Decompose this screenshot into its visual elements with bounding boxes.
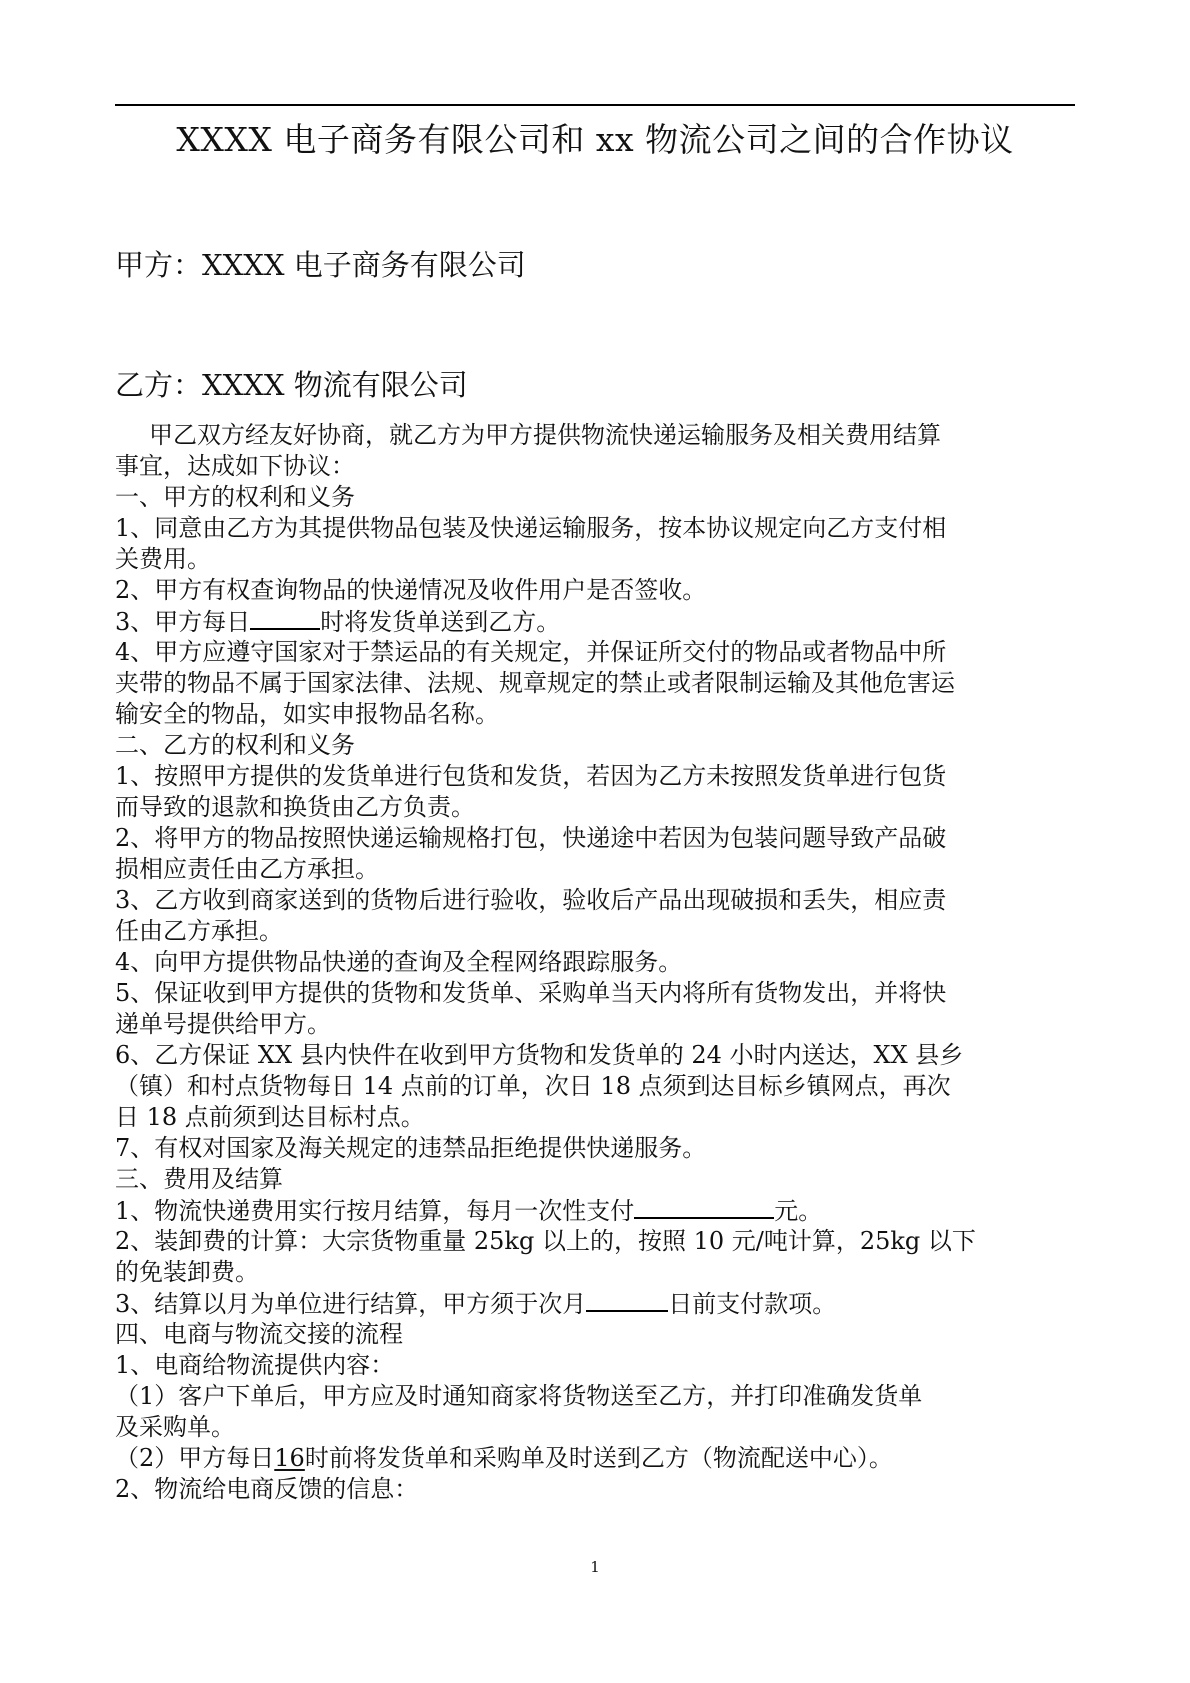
text-line: 日 18 点前须到达目标村点。 — [115, 1103, 425, 1131]
text-line: 夹带的物品不属于国家法律、法规、规章规定的禁止或者限制运输及其他危害运 — [115, 669, 955, 697]
text-line — [115, 1195, 1075, 1226]
text-segment: （2）甲方每日 — [115, 1444, 275, 1472]
text-line: 2、装卸费的计算：大宗货物重量 25kg 以上的，按照 10 元/吨计算，25kg 以下 — [115, 1227, 976, 1255]
page-number: 1 — [590, 1558, 600, 1576]
fill-in-blank — [634, 1195, 774, 1219]
text-line: 2、将甲方的物品按照快递运输规格打包，快递途中若因为包装问题导致产品破 — [115, 824, 947, 852]
text-line: 关费用。 — [115, 545, 211, 573]
text-line: 7、有权对国家及海关规定的违禁品拒绝提供快递服务。 — [115, 1134, 707, 1162]
text-line — [115, 1443, 1075, 1474]
text-line: 5、保证收到甲方提供的货物和发货单、采购单当天内将所有货物发出，并将快 — [115, 979, 947, 1007]
text-segment: 日前支付款项。 — [668, 1290, 837, 1318]
text-line — [115, 606, 1075, 637]
text-segment: 元。 — [774, 1197, 823, 1225]
section-heading: 四、电商与物流交接的流程 — [115, 1320, 403, 1348]
section-heading: 一、甲方的权利和义务 — [115, 483, 355, 511]
fill-in-blank — [250, 606, 320, 630]
text-segment: 3、结算以月为单位进行结算，甲方须于次月 — [115, 1290, 587, 1318]
text-line: 2、甲方有权查询物品的快递情况及收件用户是否签收。 — [115, 576, 707, 604]
fill-in-blank — [586, 1288, 668, 1312]
text-line: 6、乙方保证 XX 县内快件在收到甲方货物和发货单的 24 小时内送达，XX 县乡 — [115, 1041, 964, 1069]
text-line: 的免装卸费。 — [115, 1258, 259, 1286]
header-rule — [115, 104, 1075, 106]
text-segment: 时将发货单送到乙方。 — [320, 608, 561, 636]
text-segment: 时前将发货单和采购单及时送到乙方（物流配送中心）。 — [304, 1444, 893, 1472]
agreement-body — [115, 420, 1075, 1505]
section-heading: 二、乙方的权利和义务 — [115, 731, 355, 759]
text-line: 3、乙方收到商家送到的货物后进行验收，验收后产品出现破损和丢失，相应责 — [115, 886, 947, 914]
section-heading: 三、费用及结算 — [115, 1165, 283, 1193]
text-line: （1）客户下单后，甲方应及时通知商家将货物送至乙方，并打印准确发货单 — [115, 1382, 923, 1410]
text-line: 任由乙方承担。 — [115, 917, 283, 945]
text-line: 1、按照甲方提供的发货单进行包货和发货，若因为乙方未按照发货单进行包货 — [115, 762, 947, 790]
text-segment: 3、甲方每日 — [115, 608, 251, 636]
text-line: 递单号提供给甲方。 — [115, 1010, 331, 1038]
text-line: 2、物流给电商反馈的信息： — [115, 1475, 419, 1503]
text-segment: 1、物流快递费用实行按月结算，每月一次性支付 — [115, 1197, 635, 1225]
text-line: 4、向甲方提供物品快递的查询及全程网络跟踪服务。 — [115, 948, 683, 976]
text-line: 1、电商给物流提供内容： — [115, 1351, 395, 1379]
text-line: 甲乙双方经友好协商，就乙方为甲方提供物流快递运输服务及相关费用结算 — [149, 421, 941, 449]
party-a: 甲方：XXXX 电子商务有限公司 — [115, 248, 526, 282]
text-line: 1、同意由乙方为其提供物品包装及快递运输服务，按本协议规定向乙方支付相 — [115, 514, 947, 542]
text-line — [115, 1288, 1075, 1319]
document-title: XXXX 电子商务有限公司和 xx 物流公司之间的合作协议 — [176, 120, 1014, 159]
text-line: （镇）和村点货物每日 14 点前的订单，次日 18 点须到达目标乡镇网点，再次 — [115, 1072, 951, 1100]
text-line: 事宜，达成如下协议： — [115, 452, 355, 480]
party-b: 乙方：XXXX 物流有限公司 — [115, 368, 468, 402]
text-line: 损相应责任由乙方承担。 — [115, 855, 379, 883]
text-line: 而导致的退款和换货由乙方负责。 — [115, 793, 475, 821]
text-line: 及采购单。 — [115, 1413, 235, 1441]
underlined-value: 16 — [274, 1444, 305, 1472]
text-line: 输安全的物品，如实申报物品名称。 — [115, 700, 499, 728]
text-line: 4、甲方应遵守国家对于禁运品的有关规定，并保证所交付的物品或者物品中所 — [115, 638, 947, 666]
